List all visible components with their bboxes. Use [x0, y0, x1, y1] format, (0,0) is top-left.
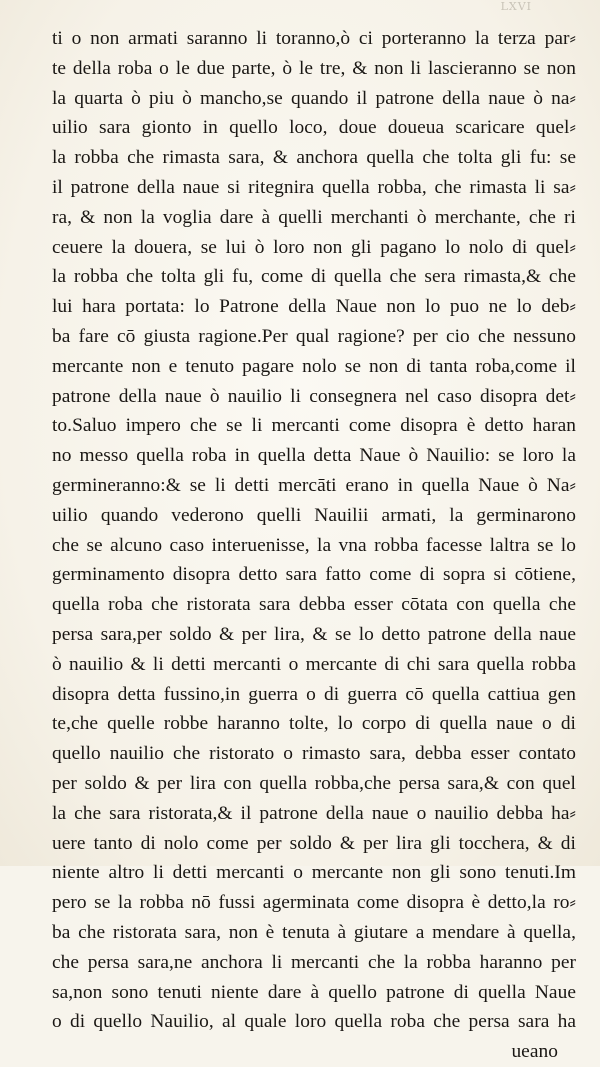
text-line: o di quello Nauilio, al quale loro quella roba che persa sara ha — [52, 1011, 576, 1033]
text-line: la quarta ò piu ò mancho,se quando il patrone della naue ò na⸗ — [52, 87, 576, 109]
text-line: uilio sara gionto in quello loco, doue doueua scaricare quel⸗ — [52, 117, 576, 139]
text-line: quella roba che ristorata sara debba esser cōtata con quella che — [52, 594, 576, 616]
text-line: te,che quelle robbe haranno tolte, lo corpo di quella naue o di — [52, 713, 576, 735]
text-line: ceuere la douera, se lui ò loro non gli pagano lo nolo di quel⸗ — [52, 236, 576, 258]
text-line: mercante non e tenuto pagare nolo se non di tanta roba,come il — [52, 355, 576, 377]
folio-number: LXVI — [500, 0, 532, 13]
text-line: te della roba o le due parte, ò le tre, & non li lascieranno se non — [52, 57, 576, 79]
text-line: ò nauilio & li detti mercanti o mercante di chi sara quella robba — [52, 653, 576, 675]
catchword: ueano — [511, 1041, 558, 1063]
text-line: che se alcuno caso interuenisse, la vna robba facesse laltra se lo — [52, 534, 576, 556]
text-line: lui hara portata: lo Patrone della Naue non lo puo ne lo deb⸗ — [52, 296, 576, 318]
text-line: pero se la robba nō fussi agerminata come disopra è detto,la ro⸗ — [52, 892, 576, 914]
text-line: la robba che rimasta sara, & anchora quella che tolta gli fu: se — [52, 147, 576, 169]
text-line: patrone della naue ò nauilio li consegnera nel caso disopra det⸗ — [52, 385, 576, 407]
text-line: uilio quando vederono quelli Nauilii armati, la germinarono — [52, 504, 576, 526]
text-line: ti o non armati saranno li toranno,ò ci porteranno la terza par⸗ — [52, 28, 576, 49]
text-line: quello nauilio che ristorato o rimasto sara, debba esser contato — [52, 743, 576, 765]
text-line: che persa sara,ne anchora li mercanti che la robba haranno per — [52, 951, 576, 973]
text-line: to.Saluo impero che se li mercanti come disopra è detto haran — [52, 415, 576, 437]
text-line: uere tanto di nolo come per soldo & per lira gli tocchera, & di — [52, 832, 576, 854]
text-line: ba fare cō giusta ragione.Per qual ragione? per cio che nessuno — [52, 325, 576, 347]
text-line: germineranno:& se li detti mercāti erano in quella Naue ò Na⸗ — [52, 474, 576, 496]
text-line: la che sara ristorata,& il patrone della naue o nauilio debba ha⸗ — [52, 802, 576, 824]
text-line: per soldo & per lira con quella robba,che persa sara,& con quel — [52, 772, 576, 794]
text-line: la robba che tolta gli fu, come di quella che sera rimasta,& che — [52, 266, 576, 288]
text-line: no messo quella roba in quella detta Naue ò Nauilio: se loro la — [52, 445, 576, 467]
text-line: niente altro li detti mercanti o mercante non gli sono tenuti.Im — [52, 862, 576, 884]
text-line: persa sara,per soldo & per lira, & se lo detto patrone della naue — [52, 623, 576, 645]
text-line: sa,non sono tenuti niente dare à quello patrone di quella Naue — [52, 981, 576, 1003]
text-line: disopra detta fussino,in guerra o di guerra cō quella cattiua gen — [52, 683, 576, 705]
text-line: il patrone della naue si ritegnira quella robba, che rimasta li sa⸗ — [52, 176, 576, 198]
text-line: ra, & non la voglia dare à quelli merchanti ò merchante, che ri — [52, 206, 576, 228]
text-block — [52, 24, 576, 1067]
text-line: ba che ristorata sara, non è tenuta à giutare a mendare à quella, — [52, 921, 576, 943]
text-line: germinamento disopra detto sara fatto come di sopra si cōtiene, — [52, 564, 576, 586]
